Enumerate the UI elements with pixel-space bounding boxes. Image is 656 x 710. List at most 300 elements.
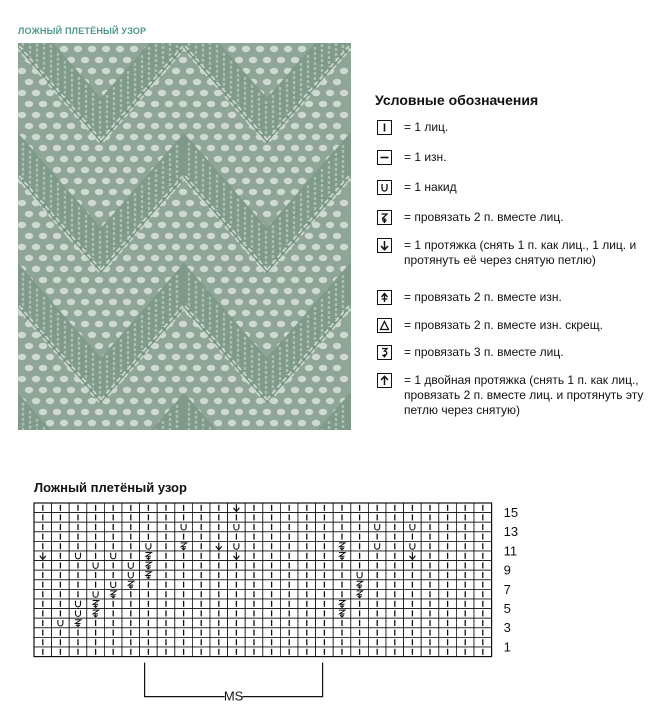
chart-cell <box>69 551 87 561</box>
chart-cell <box>474 513 492 523</box>
chart-cell <box>175 609 193 619</box>
chart-cell <box>245 522 263 532</box>
chart-cell <box>210 647 228 657</box>
chart-cell <box>316 551 334 561</box>
chart-cell <box>34 513 52 523</box>
chart-cell <box>263 503 281 513</box>
chart-cell <box>140 513 158 523</box>
chart-cell <box>386 503 404 513</box>
chart-cell <box>263 522 281 532</box>
chart-cell <box>404 589 422 599</box>
chart-cell <box>298 522 316 532</box>
chart-cell <box>157 618 175 628</box>
chart-cell <box>87 570 105 580</box>
chart-cell <box>351 561 369 571</box>
chart-cell <box>87 522 105 532</box>
chart-cell <box>421 580 439 590</box>
chart-cell <box>104 618 122 628</box>
chart-cell <box>421 609 439 619</box>
chart-cell <box>404 503 422 513</box>
chart-cell <box>245 628 263 638</box>
chart-cell <box>192 628 210 638</box>
chart-cell <box>439 637 457 647</box>
chart-cell <box>421 570 439 580</box>
chart-cell <box>175 647 193 657</box>
chart-cell <box>245 551 263 561</box>
row-label: 9 <box>503 562 511 578</box>
chart-cell <box>228 541 246 551</box>
chart-cell <box>333 532 351 542</box>
legend-text: = 1 лиц. <box>404 120 449 134</box>
chart-cell <box>368 513 386 523</box>
chart-cell <box>386 589 404 599</box>
chart-cell <box>52 580 70 590</box>
chart-cell <box>122 513 140 523</box>
chart-cell <box>474 561 492 571</box>
chart-cell <box>280 637 298 647</box>
row-label: 15 <box>503 505 519 520</box>
chart-cell <box>87 599 105 609</box>
chart-cell <box>228 503 246 513</box>
chart-cell <box>104 637 122 647</box>
chart-cell <box>192 580 210 590</box>
chart-cell <box>421 522 439 532</box>
chart-cell <box>439 532 457 542</box>
chart-cell <box>157 628 175 638</box>
chart-cell <box>280 580 298 590</box>
chart-cell <box>386 628 404 638</box>
chart-cell <box>456 589 474 599</box>
chart-cell <box>210 589 228 599</box>
chart-title: Ложный плетёный узор <box>34 480 187 495</box>
chart-cell <box>333 570 351 580</box>
chart-cell <box>157 561 175 571</box>
chart-cell <box>404 599 422 609</box>
chart-cell <box>140 551 158 561</box>
legend-text: = 1 накид <box>404 180 457 194</box>
chart-cell <box>122 503 140 513</box>
chart-cell <box>175 541 193 551</box>
chart-cell <box>52 618 70 628</box>
chart-cell <box>263 599 281 609</box>
chart-cell <box>263 647 281 657</box>
chart-cell <box>351 513 369 523</box>
chart-cell <box>386 609 404 619</box>
chart-cell <box>316 609 334 619</box>
chart-cell <box>69 618 87 628</box>
chart-cell <box>87 551 105 561</box>
chart-cell <box>421 532 439 542</box>
legend-text: = провязать 2 п. вместе изн. скрещ. <box>404 318 603 332</box>
chart-cell <box>34 647 52 657</box>
row-label: 7 <box>503 581 511 597</box>
chart-cell <box>245 541 263 551</box>
chart-cell <box>474 551 492 561</box>
chart-cell <box>175 599 193 609</box>
chart-cell <box>263 532 281 542</box>
chart-cell <box>351 599 369 609</box>
chart-cell <box>280 541 298 551</box>
chart-cell <box>228 599 246 609</box>
chart-cell <box>192 609 210 619</box>
chart-cell <box>439 580 457 590</box>
chart-cell <box>351 522 369 532</box>
chart-cell <box>298 628 316 638</box>
chart-cell <box>34 570 52 580</box>
photo-caption: ЛОЖНЫЙ ПЛЕТЁНЫЙ УЗОР <box>18 26 147 36</box>
ssk-icon <box>377 238 392 253</box>
chart-cell <box>52 628 70 638</box>
chart-cell <box>439 551 457 561</box>
chart-cell <box>280 513 298 523</box>
chart-cell <box>316 513 334 523</box>
chart-cell <box>333 637 351 647</box>
chart-cell <box>474 628 492 638</box>
chart-cell <box>140 637 158 647</box>
chart-cell <box>280 532 298 542</box>
chart-cell <box>210 609 228 619</box>
chart-cell <box>456 551 474 561</box>
chart-cell <box>87 618 105 628</box>
chart-cell <box>474 599 492 609</box>
chart-cell <box>122 522 140 532</box>
chart-cell <box>421 551 439 561</box>
chart-cell <box>157 570 175 580</box>
chart-cell <box>210 532 228 542</box>
chart-cell <box>245 561 263 571</box>
chart-cell <box>280 561 298 571</box>
chart-cell <box>122 532 140 542</box>
chart-cell <box>280 589 298 599</box>
chart-cell <box>175 589 193 599</box>
chart-cell <box>404 647 422 657</box>
chart-cell <box>280 551 298 561</box>
chart-cell <box>368 647 386 657</box>
chart-cell <box>245 570 263 580</box>
chart-cell <box>439 609 457 619</box>
chart-cell <box>157 609 175 619</box>
chart-cell <box>386 580 404 590</box>
chart-cell <box>140 599 158 609</box>
chart-cell <box>87 637 105 647</box>
chart-cell <box>122 609 140 619</box>
chart-cell <box>52 541 70 551</box>
chart-cell <box>298 561 316 571</box>
chart-cell <box>421 618 439 628</box>
chart-cell <box>404 513 422 523</box>
chart-cell <box>157 541 175 551</box>
k3tog-icon <box>377 345 392 360</box>
chart-cell <box>210 561 228 571</box>
chart-cell <box>386 637 404 647</box>
chart-cell <box>52 609 70 619</box>
chart-cell <box>386 532 404 542</box>
chart-cell <box>34 551 52 561</box>
chart-cell <box>69 522 87 532</box>
chart-cell <box>474 637 492 647</box>
chart-cell <box>104 599 122 609</box>
chart-cell <box>368 609 386 619</box>
chart-cell <box>228 580 246 590</box>
chart-cell <box>298 541 316 551</box>
knit-icon <box>377 120 392 135</box>
chart-cell <box>280 503 298 513</box>
legend-text: = 1 двойная протяжка (снять 1 п. как лиц., провязать 2 п. вместе лиц. и протянуть эту петлю через снятую) <box>404 373 644 417</box>
chart-cell <box>157 580 175 590</box>
chart-cell <box>175 618 193 628</box>
chart-cell <box>34 532 52 542</box>
chart-cell <box>351 532 369 542</box>
chart-cell <box>439 522 457 532</box>
legend-text: = 1 изн. <box>404 150 447 164</box>
chart-cell <box>157 522 175 532</box>
chart-cell <box>421 589 439 599</box>
chart-cell <box>316 532 334 542</box>
chart-cell <box>140 532 158 542</box>
row-label: 5 <box>503 601 511 616</box>
chart-cell <box>456 628 474 638</box>
chart-cell <box>245 580 263 590</box>
chart-cell <box>456 522 474 532</box>
chart-cell <box>228 561 246 571</box>
chart-cell <box>52 637 70 647</box>
chart-cell <box>439 541 457 551</box>
chart-cell <box>210 637 228 647</box>
chart-cell <box>104 647 122 657</box>
chart-cell <box>280 647 298 657</box>
chart-cell <box>333 589 351 599</box>
chart-cell <box>69 570 87 580</box>
chart-cell <box>140 618 158 628</box>
chart-cell <box>210 570 228 580</box>
chart-cell <box>316 599 334 609</box>
chart-cell <box>280 618 298 628</box>
chart-cell <box>210 618 228 628</box>
chart-cell <box>69 513 87 523</box>
chart-cell <box>210 599 228 609</box>
chart-cell <box>245 637 263 647</box>
chart-cell <box>456 541 474 551</box>
chart-cell <box>263 551 281 561</box>
chart-cell <box>351 618 369 628</box>
chart-cell <box>316 628 334 638</box>
chart-cell <box>386 551 404 561</box>
chart-cell <box>316 570 334 580</box>
chart-cell <box>34 618 52 628</box>
chart-cell <box>122 637 140 647</box>
legend-text: = 1 протяжка (снять 1 п. как лиц., 1 лиц. и протянуть её через снятую петлю) <box>404 238 637 267</box>
legend-text: = провязать 3 п. вместе лиц. <box>404 345 564 359</box>
chart-cell <box>122 628 140 638</box>
p2tog-icon <box>377 290 392 305</box>
chart-cell <box>456 599 474 609</box>
chart-cell <box>333 551 351 561</box>
chart-cell <box>157 589 175 599</box>
knitted-sample-photo <box>18 43 351 430</box>
chart-cell <box>456 513 474 523</box>
chart-cell <box>474 522 492 532</box>
chart-cell <box>34 628 52 638</box>
chart-cell <box>122 618 140 628</box>
chart-cell <box>122 580 140 590</box>
chart-cell <box>474 647 492 657</box>
chart-cell <box>228 570 246 580</box>
chart-cell <box>228 532 246 542</box>
chart-cell <box>316 618 334 628</box>
chart-cell <box>351 570 369 580</box>
chart-cell <box>439 561 457 571</box>
chart-cell <box>456 580 474 590</box>
chart-cell <box>404 541 422 551</box>
chart-cell <box>140 541 158 551</box>
row-label: 3 <box>503 620 511 636</box>
chart-cell <box>104 532 122 542</box>
chart-cell <box>104 580 122 590</box>
chart-cell <box>157 647 175 657</box>
chart-cell <box>456 647 474 657</box>
chart-cell <box>157 503 175 513</box>
chart-cell <box>368 570 386 580</box>
chart-cell <box>404 628 422 638</box>
chart-cell <box>157 513 175 523</box>
chart-cell <box>192 599 210 609</box>
knitting-chart <box>34 503 554 703</box>
chart-cell <box>333 609 351 619</box>
chart-cell <box>368 522 386 532</box>
chart-cell <box>333 503 351 513</box>
chart-cell <box>368 541 386 551</box>
chart-cell <box>386 570 404 580</box>
chart-cell <box>140 570 158 580</box>
chart-cell <box>210 551 228 561</box>
chart-cell <box>122 589 140 599</box>
chart-cell <box>228 637 246 647</box>
chart-cell <box>122 561 140 571</box>
chart-cell <box>316 589 334 599</box>
chart-cell <box>245 609 263 619</box>
chart-cell <box>69 609 87 619</box>
chart-cell <box>474 532 492 542</box>
chart-cell <box>439 589 457 599</box>
chart-cell <box>456 561 474 571</box>
chart-cell <box>192 637 210 647</box>
chart-cell <box>474 503 492 513</box>
chart-cell <box>69 628 87 638</box>
chart-cell <box>192 503 210 513</box>
chart-cell <box>122 599 140 609</box>
chart-cell <box>104 541 122 551</box>
chart-cell <box>228 513 246 523</box>
chart-cell <box>404 609 422 619</box>
chart-cell <box>386 561 404 571</box>
chart-cell <box>333 541 351 551</box>
chart-cell <box>192 589 210 599</box>
chart-cell <box>298 599 316 609</box>
chart-cell <box>192 647 210 657</box>
chart-cell <box>228 589 246 599</box>
chart-cell <box>298 609 316 619</box>
chart-cell <box>263 561 281 571</box>
chart-cell <box>421 647 439 657</box>
chart-cell <box>104 561 122 571</box>
chart-cell <box>456 618 474 628</box>
chart-cell <box>175 580 193 590</box>
chart-cell <box>104 570 122 580</box>
chart-cell <box>87 589 105 599</box>
chart-cell <box>368 589 386 599</box>
chart-cell <box>140 647 158 657</box>
chart-cell <box>368 503 386 513</box>
chart-cell <box>245 532 263 542</box>
chart-cell <box>175 561 193 571</box>
chart-cell <box>280 628 298 638</box>
chart-cell <box>87 513 105 523</box>
chart-cell <box>333 628 351 638</box>
chart-cell <box>87 532 105 542</box>
chart-cell <box>175 637 193 647</box>
chart-cell <box>368 628 386 638</box>
chart-cell <box>421 628 439 638</box>
chart-cell <box>368 551 386 561</box>
chart-cell <box>351 580 369 590</box>
chart-cell <box>421 513 439 523</box>
chart-cell <box>122 570 140 580</box>
chart-cell <box>192 513 210 523</box>
chart-cell <box>104 589 122 599</box>
chart-cell <box>351 541 369 551</box>
chart-cell <box>175 628 193 638</box>
chart-cell <box>87 647 105 657</box>
chart-cell <box>192 618 210 628</box>
chart-cell <box>439 618 457 628</box>
chart-cell <box>52 551 70 561</box>
chart-cell <box>228 609 246 619</box>
chart-cell <box>368 580 386 590</box>
chart-cell <box>351 503 369 513</box>
chart-cell <box>69 647 87 657</box>
chart-cell <box>228 628 246 638</box>
chart-cell <box>456 637 474 647</box>
chart-cell <box>351 637 369 647</box>
chart-cell <box>104 503 122 513</box>
chart-cell <box>456 570 474 580</box>
yarn-over-icon <box>377 180 392 195</box>
chart-cell <box>368 532 386 542</box>
chart-cell <box>316 647 334 657</box>
chart-cell <box>439 503 457 513</box>
p2tog-tbl-icon <box>377 318 392 333</box>
chart-cell <box>34 599 52 609</box>
chart-cell <box>386 513 404 523</box>
chart-cell <box>69 589 87 599</box>
chart-cell <box>439 647 457 657</box>
chart-cell <box>245 647 263 657</box>
chart-cell <box>298 503 316 513</box>
chart-cell <box>52 522 70 532</box>
chart-cell <box>263 628 281 638</box>
chart-cell <box>263 609 281 619</box>
chart-cell <box>69 541 87 551</box>
chart-cell <box>175 513 193 523</box>
chart-cell <box>474 580 492 590</box>
chart-cell <box>456 609 474 619</box>
chart-cell <box>175 532 193 542</box>
chart-cell <box>140 609 158 619</box>
chart-cell <box>404 551 422 561</box>
chart-cell <box>280 609 298 619</box>
chart-cell <box>245 599 263 609</box>
chart-cell <box>104 513 122 523</box>
